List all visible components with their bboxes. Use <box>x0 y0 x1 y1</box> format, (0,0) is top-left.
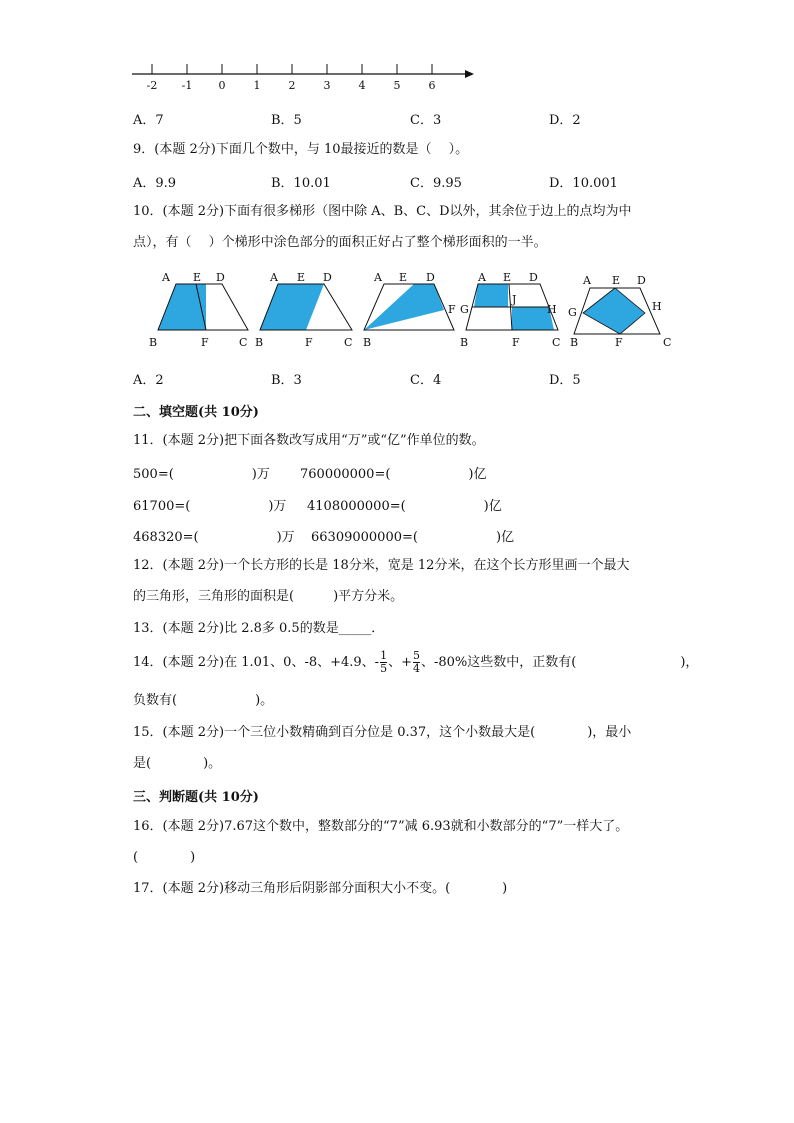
q10-option-a[interactable]: A．2 <box>133 373 164 388</box>
q9-text: 9．(本题 2分)下面几个数中，与 10最接近的数是（ ）。 <box>133 142 469 157</box>
svg-text:B: B <box>149 336 158 349</box>
q11-row1-right[interactable]: 760000000=( )亿 <box>300 467 487 482</box>
svg-text:E: E <box>612 274 621 287</box>
number-line-arrow <box>465 70 474 78</box>
q11-row2-left[interactable]: 61700=( )万 <box>133 499 287 514</box>
svg-text:E: E <box>503 271 512 284</box>
svg-text:D: D <box>323 271 332 284</box>
svg-text:F: F <box>305 336 313 349</box>
svg-text:D: D <box>637 274 646 287</box>
shaded-region <box>364 284 444 330</box>
svg-text:A: A <box>162 271 170 284</box>
svg-text:B: B <box>570 336 579 349</box>
svg-text:A: A <box>583 274 591 287</box>
svg-text:E: E <box>297 271 306 284</box>
svg-text:B: B <box>255 336 264 349</box>
q10-text-line1: 10．(本题 2分)下面有很多梯形（图中除 A、B、C、D以外，其余位于边上的点均为中 <box>133 204 632 219</box>
svg-text:B: B <box>460 336 469 349</box>
svg-text:C: C <box>344 336 353 349</box>
number-line-tick-label: 0 <box>218 79 226 92</box>
svg-text:F: F <box>615 336 623 349</box>
svg-text:H: H <box>547 303 557 316</box>
q15-text-line1: 15．(本题 2分)一个三位小数精确到百分位是 0.37，这个小数最大是( )，最小 <box>133 725 632 740</box>
number-line-tick-label: 6 <box>428 79 436 92</box>
q14-fraction-2 <box>413 650 420 675</box>
svg-text:C: C <box>663 336 672 349</box>
q14-part1: 14．(本题 2分)在 1.01、0、-8、+4.9、- <box>133 655 380 670</box>
svg-text:A: A <box>374 271 382 284</box>
number-line-tick-label: 5 <box>393 79 401 92</box>
svg-text:F: F <box>201 336 209 349</box>
q16-text-line2[interactable]: ( ) <box>133 850 196 865</box>
q8-option-b[interactable]: B．5 <box>271 113 302 128</box>
q13-text: 13．(本题 2分)比 2.8多 0.5的数是_____． <box>133 621 385 636</box>
q16-text-line1: 16．(本题 2分)7.67这个数中，整数部分的“7”减 6.93就和小数部分的“7”一样大了。 <box>133 819 629 834</box>
q12-text-line2: 的三角形，三角形的面积是( )平方分米。 <box>133 589 404 604</box>
q14-part3: 、-80%这些数中，正数有( )， <box>420 655 699 670</box>
shaded-region <box>474 284 508 307</box>
svg-text:H: H <box>652 300 662 313</box>
svg-text:A: A <box>270 271 278 284</box>
number-line-tick-label: -2 <box>146 79 158 92</box>
section-fill-in-title: 二、填空题(共 10分) <box>133 405 259 420</box>
q14-fraction-1-numerator: 1 <box>380 649 388 662</box>
svg-text:F: F <box>448 303 456 316</box>
q12-text-line1: 12．(本题 2分)一个长方形的长是 18分米，宽是 12分米，在这个长方形里画一个最大 <box>133 558 630 573</box>
trapezoid-figure-4 <box>460 271 560 349</box>
number-line <box>128 58 480 94</box>
q14-fraction-1-denominator: 5 <box>380 662 388 675</box>
svg-text:D: D <box>529 271 538 284</box>
svg-text:G: G <box>460 303 469 316</box>
q8-option-a[interactable]: A．7 <box>133 113 164 128</box>
q10-option-b[interactable]: B．3 <box>271 373 302 388</box>
q14-part2: 、+ <box>388 655 412 670</box>
q14-text-line1 <box>133 648 698 678</box>
q11-text: 11．(本题 2分)把下面各数改写成用“万”或“亿”作单位的数。 <box>133 433 485 448</box>
svg-text:E: E <box>193 271 202 284</box>
q9-option-c[interactable]: C．9.95 <box>410 176 462 191</box>
q9-option-d[interactable]: D．10.001 <box>549 176 618 191</box>
q11-row3-right[interactable]: 66309000000=( )亿 <box>311 530 515 545</box>
q8-option-c[interactable]: C．3 <box>410 113 442 128</box>
trapezoid-figure-1 <box>149 271 248 349</box>
q14-fraction-2-numerator: 5 <box>412 649 420 662</box>
q11-row2-right[interactable]: 4108000000=( )亿 <box>307 499 502 514</box>
q8-option-d[interactable]: D．2 <box>549 113 581 128</box>
shaded-region <box>260 284 324 330</box>
trapezoid-figure-3 <box>363 271 456 349</box>
number-line-tick-label: 2 <box>288 79 296 92</box>
shaded-region <box>583 288 645 334</box>
q11-row1-left[interactable]: 500=( )万 <box>133 467 270 482</box>
svg-text:D: D <box>216 271 225 284</box>
svg-text:G: G <box>568 306 577 319</box>
number-line-tick-label: 4 <box>358 79 366 92</box>
svg-text:J: J <box>512 293 517 306</box>
number-line-tick-label: 1 <box>253 79 261 92</box>
q11-row3-left[interactable]: 468320=( )万 <box>133 530 295 545</box>
svg-text:C: C <box>552 336 561 349</box>
q14-fraction-1 <box>380 650 387 675</box>
q14-text-line2: 负数有( )。 <box>133 693 274 708</box>
q10-option-c[interactable]: C．4 <box>410 373 442 388</box>
q10-text-line2: 点），有（ ）个梯形中涂色部分的面积正好占了整个梯形面积的一半。 <box>133 235 547 250</box>
q10-trapezoid-figures <box>140 268 680 354</box>
svg-text:E: E <box>399 271 408 284</box>
trapezoid-figure-5 <box>568 274 671 349</box>
q15-text-line2: 是( )。 <box>133 756 222 771</box>
trapezoid-figure-2 <box>255 271 352 349</box>
q14-fraction-2-denominator: 4 <box>412 662 420 675</box>
number-line-tick-label: -1 <box>181 79 193 92</box>
svg-text:B: B <box>363 336 372 349</box>
section-judgement-title: 三、判断题(共 10分) <box>133 790 259 805</box>
svg-text:F: F <box>512 336 520 349</box>
number-line-tick-label: 3 <box>323 79 331 92</box>
svg-text:A: A <box>478 271 486 284</box>
shaded-region <box>158 284 206 330</box>
q9-option-b[interactable]: B．10.01 <box>271 176 331 191</box>
q9-option-a[interactable]: A．9.9 <box>133 176 177 191</box>
svg-text:D: D <box>426 271 435 284</box>
q10-option-d[interactable]: D．5 <box>549 373 581 388</box>
q17-text: 17．(本题 2分)移动三角形后阴影部分面积大小不变。( ) <box>133 881 508 896</box>
svg-text:C: C <box>239 336 248 349</box>
